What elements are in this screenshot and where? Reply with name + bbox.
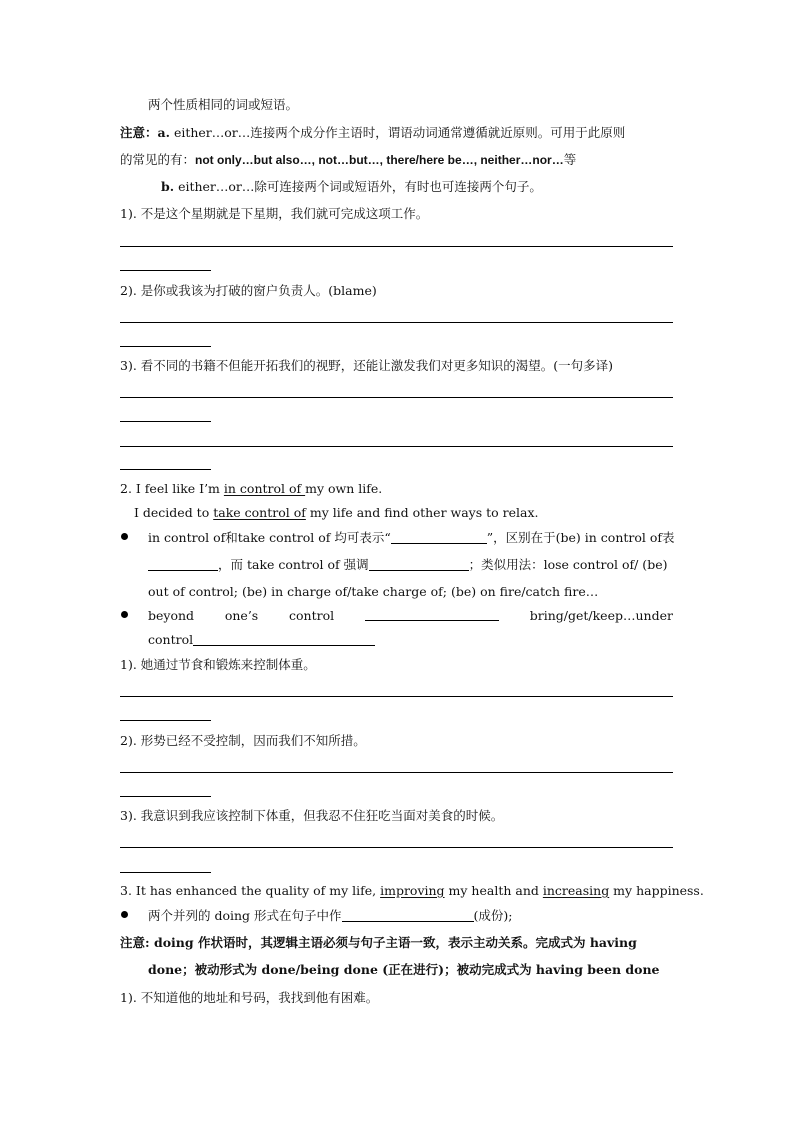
blank-field[interactable] bbox=[369, 558, 469, 571]
bullet-2-line-2 bbox=[148, 632, 375, 648]
note-a-label: a. bbox=[157, 125, 170, 140]
answer-line-short[interactable] bbox=[120, 872, 211, 873]
bullet-1-line-2 bbox=[148, 557, 667, 573]
example-underlined-phrase: in control of bbox=[223, 481, 306, 496]
bullet-icon bbox=[121, 911, 128, 918]
example-underlined-word: improving bbox=[380, 883, 445, 898]
answer-line[interactable] bbox=[120, 246, 673, 247]
blank-field[interactable] bbox=[148, 558, 218, 571]
example-underlined-word: increasing bbox=[542, 883, 610, 898]
example-text: my health and bbox=[444, 883, 543, 898]
s1-question-1: 1). 不是这个星期就是下星期，我们就可完成这项工作。 bbox=[120, 206, 429, 221]
bullet-text: in control of和take control of 均可表示“ bbox=[148, 530, 391, 545]
example-text: 3. It has enhanced the quality of my life, bbox=[120, 883, 381, 898]
s3-note-line-1: 注意: doing 作状语时，其逻辑主语必须与句子主语一致，表示主动关系。完成式为 having bbox=[120, 935, 637, 950]
answer-line[interactable] bbox=[120, 696, 673, 697]
note-a-suffix: 等 bbox=[563, 152, 577, 167]
bullet-text: beyond bbox=[148, 608, 195, 623]
bullet-text: ，而 take control of 强调 bbox=[218, 557, 369, 572]
bullet-text: 两个并列的 doing 形式在句子中作 bbox=[148, 908, 342, 923]
s1-question-2: 2). 是你或我该为打破的窗户负责人。(blame) bbox=[120, 283, 377, 298]
example-text: 2. I feel like I’m bbox=[120, 481, 224, 496]
example-text: my happiness. bbox=[609, 883, 704, 898]
bullet-2-line-1 bbox=[148, 608, 673, 624]
bullet-text: one’s bbox=[224, 608, 259, 623]
note-b-text: either…or…除可连接两个词或短语外，有时也可连接两个句子。 bbox=[174, 179, 542, 194]
note-a-line bbox=[120, 125, 625, 141]
note-b-label: b. bbox=[161, 179, 175, 194]
bullet-icon bbox=[121, 611, 128, 618]
answer-line-short[interactable] bbox=[120, 421, 211, 422]
s3-question-1: 1). 不知道他的地址和号码，我找到他有困难。 bbox=[120, 990, 379, 1005]
example-text: my life and find other ways to relax. bbox=[305, 505, 539, 520]
answer-line[interactable] bbox=[120, 772, 673, 773]
bullet-text: ；类似用法：lose control of/ (be) bbox=[468, 557, 668, 572]
note-a-cont-line bbox=[120, 152, 576, 168]
answer-line[interactable] bbox=[120, 446, 673, 447]
answer-line[interactable] bbox=[120, 322, 673, 323]
s3-bullet-line bbox=[148, 908, 513, 924]
answer-line-short[interactable] bbox=[120, 720, 211, 721]
note-label: 注意： bbox=[120, 125, 158, 140]
s2-question-1: 1). 她通过节食和锻炼来控制体重。 bbox=[120, 657, 316, 672]
answer-line-short[interactable] bbox=[120, 796, 211, 797]
blank-field[interactable] bbox=[193, 633, 375, 646]
s2-example-1 bbox=[120, 481, 382, 497]
bullet-text: bring/get/keep…under bbox=[529, 608, 673, 623]
bullet-text: control bbox=[289, 608, 335, 623]
s2-question-2: 2). 形势已经不受控制，因而我们不知所措。 bbox=[120, 733, 366, 748]
s2-question-3: 3). 我意识到我应该控制下体重，但我忍不住狂吃当面对美食的时候。 bbox=[120, 808, 504, 823]
s1-question-3: 3). 看不同的书籍不但能开拓我们的视野，还能让激发我们对更多知识的渴望。(一句多译) bbox=[120, 358, 614, 373]
bullet-text: ”，区别在于(be) in control of表 bbox=[486, 530, 675, 545]
s2-example-2 bbox=[134, 505, 539, 521]
bullet-1-line-3: out of control; (be) in charge of/take charge of; (be) on fire/catch fire… bbox=[148, 584, 599, 599]
bullet-icon bbox=[121, 533, 128, 540]
blank-field[interactable] bbox=[391, 531, 487, 544]
answer-line[interactable] bbox=[120, 847, 673, 848]
bullet-1-line-1 bbox=[148, 530, 675, 546]
bullet-text: control bbox=[148, 632, 194, 647]
s3-example bbox=[120, 883, 704, 899]
example-underlined-phrase: take control of bbox=[213, 505, 306, 520]
answer-line[interactable] bbox=[120, 397, 673, 398]
answer-line-short[interactable] bbox=[120, 270, 211, 271]
blank-field[interactable] bbox=[342, 909, 474, 922]
intro-line: 两个性质相同的词或短语。 bbox=[148, 97, 299, 112]
s3-note-line-2: done；被动形式为 done/being done (正在进行)；被动完成式为 having been done bbox=[148, 962, 660, 977]
answer-line-short[interactable] bbox=[120, 469, 211, 470]
blank-field[interactable] bbox=[365, 608, 499, 621]
note-a-cont-prefix: 的常见的有： bbox=[120, 152, 196, 167]
note-a-examples: not only…but also…, not…but…, there/here be…, neither…nor… bbox=[195, 153, 564, 167]
example-text: I decided to bbox=[134, 505, 214, 520]
bullet-text: (成份); bbox=[473, 908, 513, 923]
note-a-text: either…or…连接两个成分作主语时，谓语动词通常遵循就近原则。可用于此原则 bbox=[169, 125, 626, 140]
example-text: my own life. bbox=[305, 481, 383, 496]
answer-line-short[interactable] bbox=[120, 346, 211, 347]
note-b-line bbox=[161, 179, 542, 195]
